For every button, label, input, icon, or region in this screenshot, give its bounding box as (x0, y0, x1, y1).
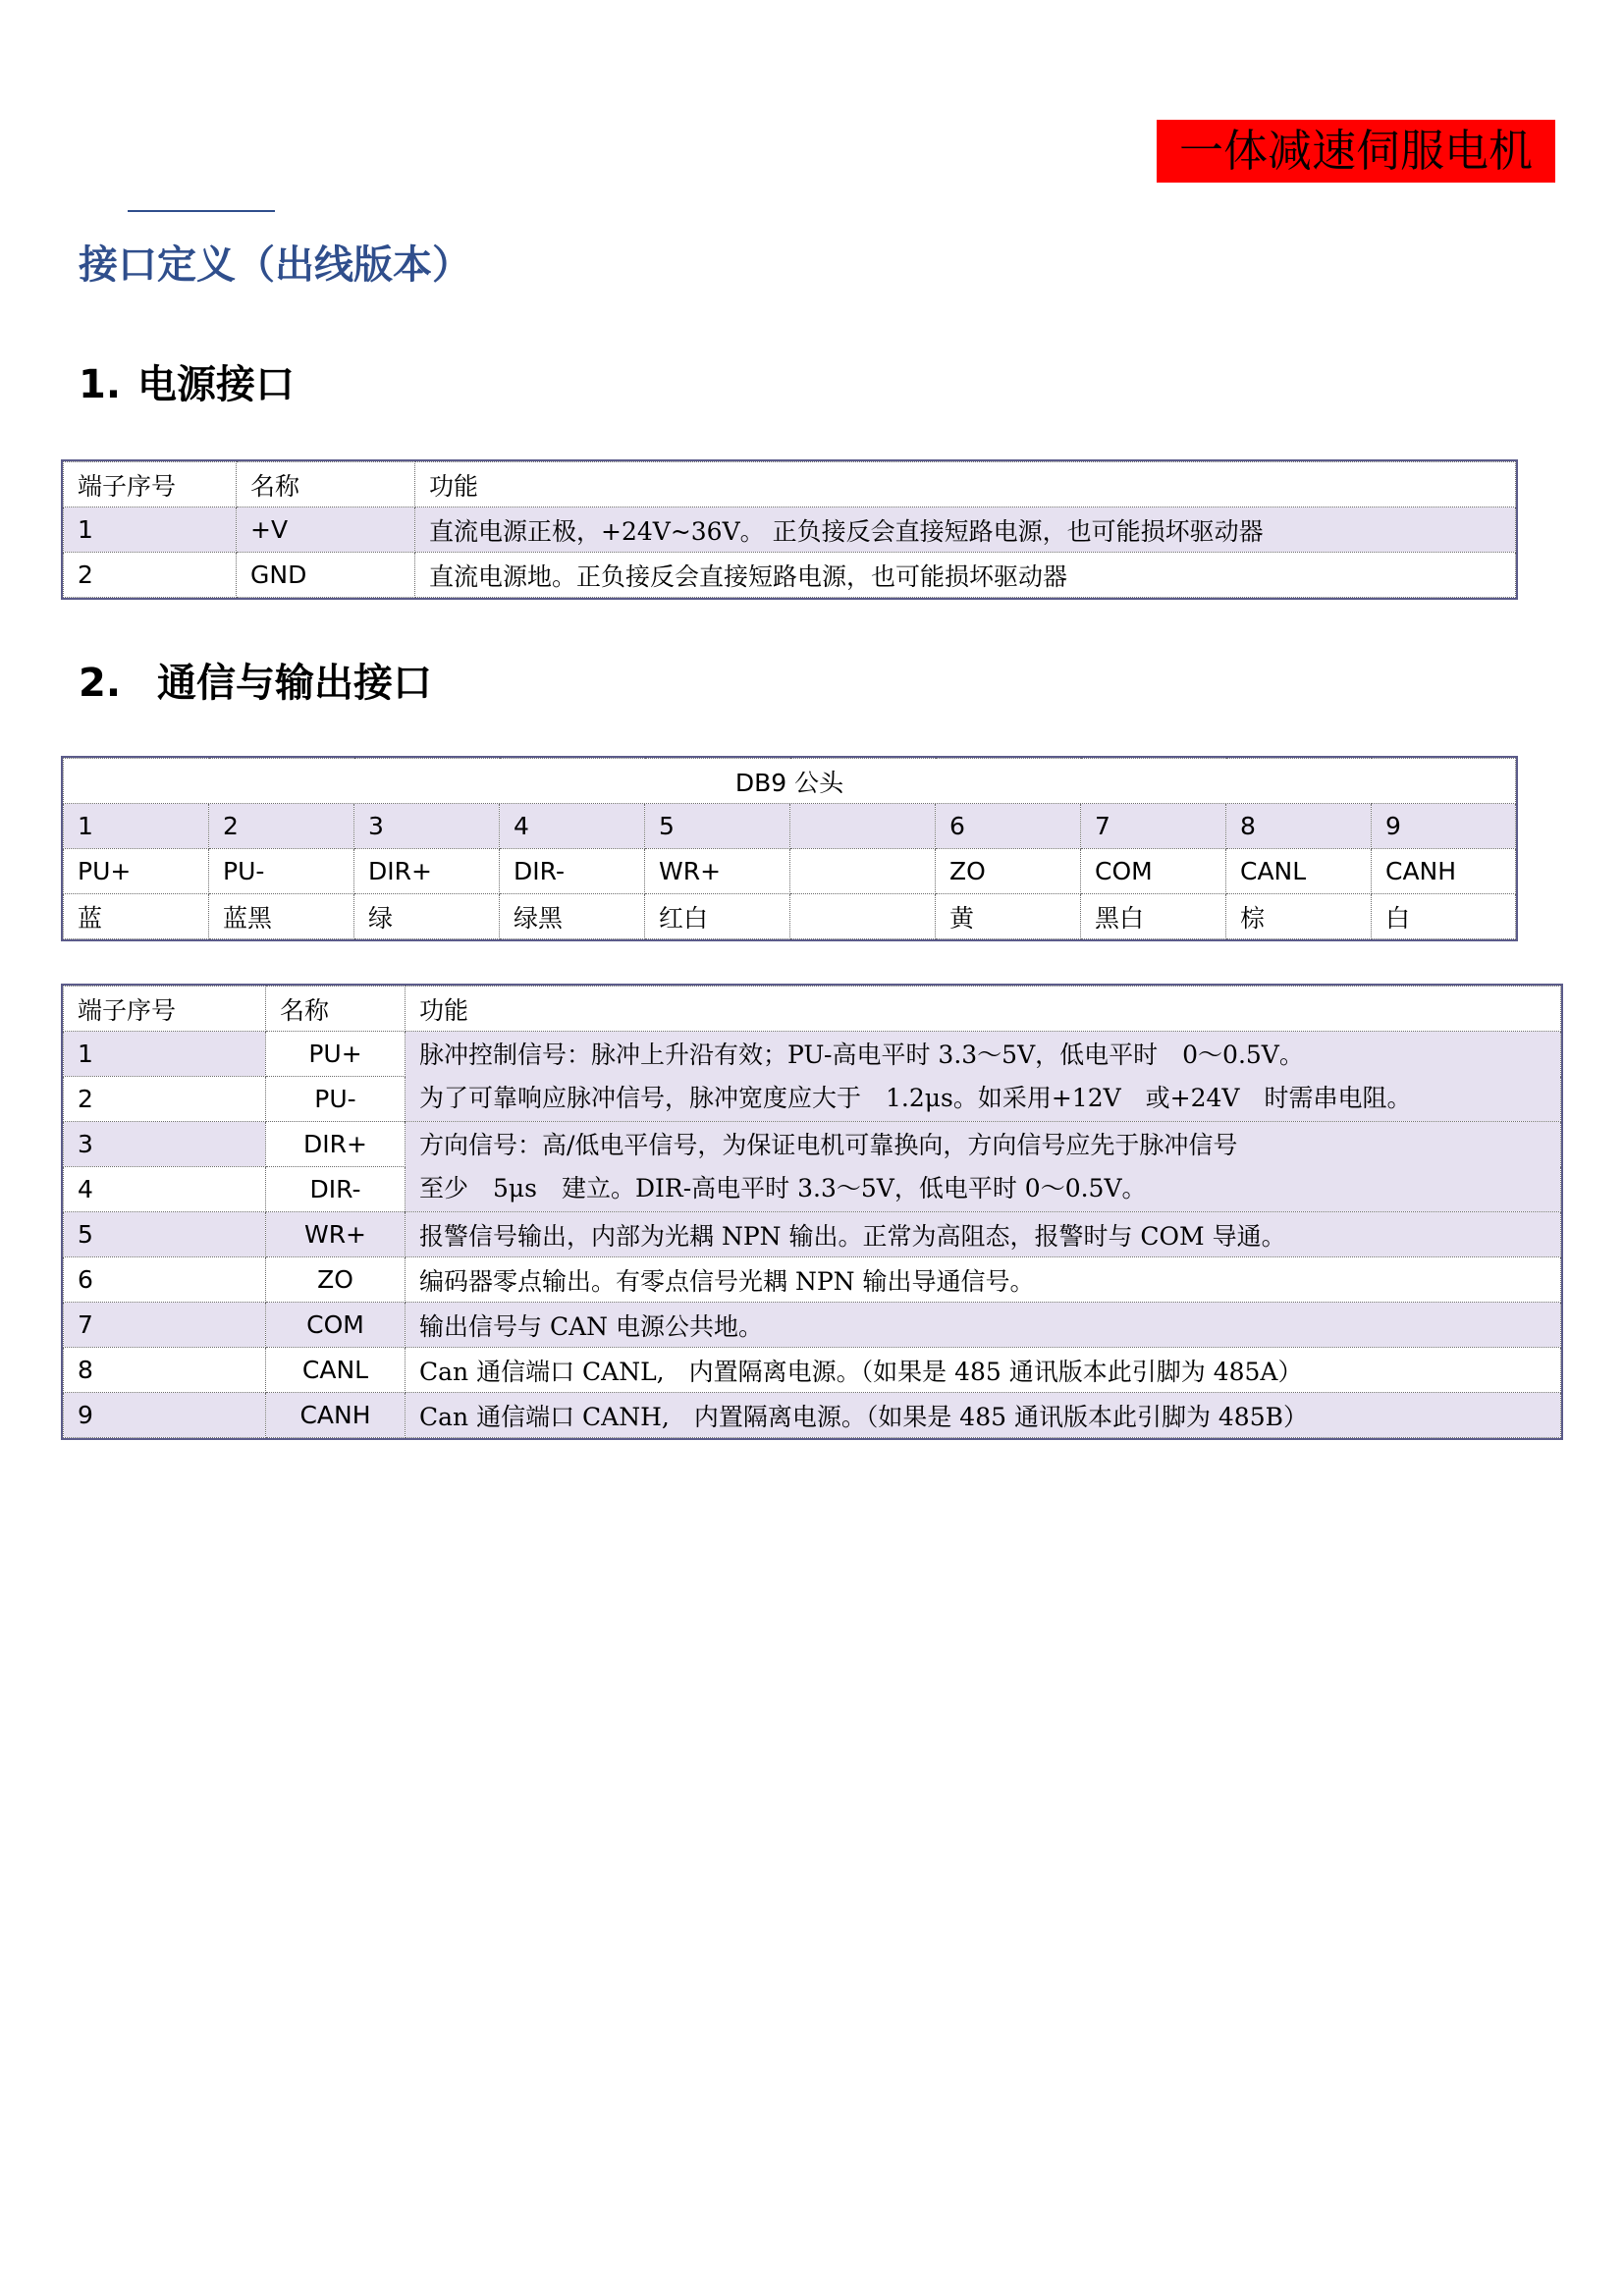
db9-signal: PU+ (64, 849, 209, 894)
section-2-number: 2. (79, 661, 122, 706)
db9-title: DB9 公头 (64, 759, 1516, 804)
table-header-row (64, 462, 1516, 507)
table-row (64, 1348, 1561, 1393)
direction-function (406, 1122, 1561, 1212)
db9-signal: ZO (936, 849, 1081, 894)
db9-pin: 7 (1081, 804, 1226, 849)
terminal-name: GND (237, 553, 415, 598)
header-function: 功能 (415, 462, 1516, 507)
db9-signal: WR+ (645, 849, 790, 894)
terminal-number: 1 (64, 1032, 266, 1077)
section-2-heading (79, 652, 432, 708)
table-row (64, 1393, 1561, 1438)
terminal-number: 4 (64, 1167, 266, 1212)
db9-signal (790, 849, 936, 894)
db9-wire-color-row (64, 894, 1516, 939)
header-name: 名称 (266, 987, 406, 1032)
pulse-function-line-1: 脉冲控制信号：脉冲上升沿有效；PU-高电平时 3.3～5V，低电平时 0～0.5V。 (419, 1040, 1304, 1069)
terminal-name: PU- (266, 1077, 406, 1122)
db9-pin: 3 (354, 804, 500, 849)
table-row (64, 1212, 1561, 1257)
terminal-function: 直流电源地。正负接反会直接短路电源，也可能损坏驱动器 (415, 553, 1516, 598)
db9-pinout-table (63, 758, 1516, 939)
db9-pin: 8 (1226, 804, 1372, 849)
terminal-number: 6 (64, 1257, 266, 1303)
terminal-function: Can 通信端口 CANH, 内置隔离电源。（如果是 485 通讯版本此引脚为 485B） (406, 1393, 1561, 1438)
section-1-heading (79, 353, 295, 409)
terminal-name: DIR- (266, 1167, 406, 1212)
terminal-function: 输出信号与 CAN 电源公共地。 (406, 1303, 1561, 1348)
terminal-name: CANL (266, 1348, 406, 1393)
db9-signal: DIR+ (354, 849, 500, 894)
terminal-number: 3 (64, 1122, 266, 1167)
db9-wire-color: 绿黑 (500, 894, 645, 939)
db9-wire-color: 蓝 (64, 894, 209, 939)
header-name: 名称 (237, 462, 415, 507)
section-1-number: 1. (79, 362, 122, 407)
db9-signal: PU- (209, 849, 354, 894)
pulse-function (406, 1032, 1561, 1122)
db9-wire-color: 白 (1372, 894, 1516, 939)
table-row (64, 553, 1516, 598)
db9-signal: DIR- (500, 849, 645, 894)
table-row (64, 1032, 1561, 1077)
terminal-function: Can 通信端口 CANL, 内置隔离电源。（如果是 485 通讯版本此引脚为 485A） (406, 1348, 1561, 1393)
terminal-number: 8 (64, 1348, 266, 1393)
terminal-number: 7 (64, 1303, 266, 1348)
terminal-number: 2 (64, 553, 237, 598)
db9-wire-color: 黄 (936, 894, 1081, 939)
db9-pin: 1 (64, 804, 209, 849)
db9-pin: 2 (209, 804, 354, 849)
table-header-row (64, 987, 1561, 1032)
db9-wire-color: 棕 (1226, 894, 1372, 939)
terminal-function: 编码器零点输出。有零点信号光耦 NPN 输出导通信号。 (406, 1257, 1561, 1303)
db9-wire-color: 蓝黑 (209, 894, 354, 939)
terminal-function: 报警信号输出，内部为光耦 NPN 输出。正常为高阻态，报警时与 COM 导通。 (406, 1212, 1561, 1257)
terminal-name: PU+ (266, 1032, 406, 1077)
terminal-name: DIR+ (266, 1122, 406, 1167)
header-terminal-no: 端子序号 (64, 462, 237, 507)
db9-signal: COM (1081, 849, 1226, 894)
table-row (64, 1257, 1561, 1303)
db9-wire-color (790, 894, 936, 939)
db9-signal: CANH (1372, 849, 1516, 894)
db9-signal-row (64, 849, 1516, 894)
table-row (64, 507, 1516, 553)
direction-function-line-2: 至少 5μs 建立。DIR-高电平时 3.3～5V，低电平时 0～0.5V。 (419, 1173, 1147, 1202)
terminal-name: +V (237, 507, 415, 553)
direction-function-line-1: 方向信号：高/低电平信号，为保证电机可靠换向，方向信号应先于脉冲信号 (419, 1130, 1238, 1159)
section-2-title: 通信与输出接口 (157, 661, 432, 706)
db9-pin: 9 (1372, 804, 1516, 849)
terminal-number: 9 (64, 1393, 266, 1438)
db9-wire-color: 黑白 (1081, 894, 1226, 939)
db9-pin (790, 804, 936, 849)
db9-signal: CANL (1226, 849, 1372, 894)
page-title: 接口定义（出线版本） (79, 242, 471, 288)
signal-interface-table (63, 986, 1561, 1438)
header-terminal-no: 端子序号 (64, 987, 266, 1032)
db9-pin-row (64, 804, 1516, 849)
pulse-function-line-2: 为了可靠响应脉冲信号，脉冲宽度应大于 1.2μs。如采用+12V 或+24V 时需串电阻。 (419, 1083, 1412, 1112)
db9-pin: 6 (936, 804, 1081, 849)
terminal-number: 5 (64, 1212, 266, 1257)
db9-pin: 5 (645, 804, 790, 849)
terminal-name: WR+ (266, 1212, 406, 1257)
header-function: 功能 (406, 987, 1561, 1032)
power-interface-table (63, 461, 1516, 598)
terminal-number: 1 (64, 507, 237, 553)
table-row (64, 1303, 1561, 1348)
terminal-name: CANH (266, 1393, 406, 1438)
db9-pin: 4 (500, 804, 645, 849)
product-banner: 一体减速伺服电机 (1157, 120, 1555, 183)
terminal-name: COM (266, 1303, 406, 1348)
terminal-function: 直流电源正极，+24V~36V。 正负接反会直接短路电源，也可能损坏驱动器 (415, 507, 1516, 553)
db9-wire-color: 红白 (645, 894, 790, 939)
table-row (64, 1122, 1561, 1167)
db9-wire-color: 绿 (354, 894, 500, 939)
terminal-name: ZO (266, 1257, 406, 1303)
terminal-number: 2 (64, 1077, 266, 1122)
section-1-title: 电源接口 (137, 362, 295, 407)
title-rule (128, 210, 275, 212)
